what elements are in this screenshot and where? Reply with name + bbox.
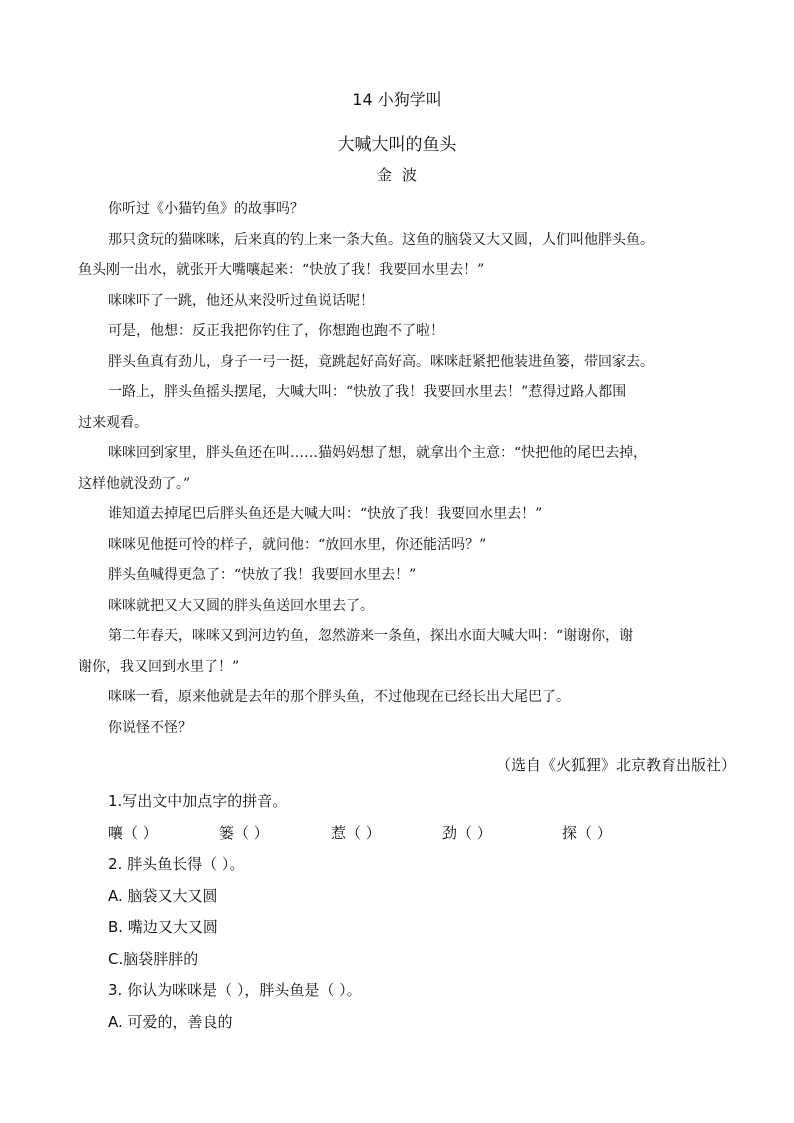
pinyin-answer-row	[108, 818, 728, 850]
quiz-section	[108, 786, 728, 1038]
story-paragraph: 你听过《小猫钓鱼》的故事吗？	[108, 201, 304, 217]
story-paragraph: 咪咪见他挺可怜的样子，就问他：“放回水里，你还能活吗？”	[108, 536, 487, 553]
story-paragraph: 咪咪就把又大又圆的胖头鱼送回水里去了。	[108, 597, 374, 614]
question-3-prompt: 3. 你认为咪咪是（ ），胖头鱼是（ ）。	[108, 981, 362, 999]
lesson-title: 14 小狗学叫	[352, 90, 442, 109]
question-3-option[interactable]: A. 可爱的，善良的	[108, 1012, 233, 1031]
pinyin-blank[interactable]: 嚷（ ）	[108, 823, 158, 842]
story-paragraph: 你说怪不怪？	[108, 719, 192, 736]
pinyin-blank[interactable]: 劲（ ）	[442, 823, 492, 842]
story-paragraph: 谁知道去掉尾巴后胖头鱼还是大喊大叫：“快放了我！我要回水里去！”	[108, 506, 543, 522]
story-line: 一路上，胖头鱼摇头摆尾，大喊大叫：“快放了我！我要回水里去！”惹得过路人都围	[108, 384, 627, 400]
story-paragraph: 咪咪一看，原来他就是去年的那个胖头鱼，不过他现在已经长出大尾巴了。	[108, 689, 570, 705]
source-citation: （选自《火狐狸》北京教育出版社）	[495, 756, 736, 774]
story-line: 鱼头刚一出水，就张开大嘴嚷起来：“快放了我！我要回水里去！”	[78, 262, 485, 278]
story-title: 大喊大叫的鱼头	[337, 135, 457, 155]
question-2-option[interactable]: A. 脑袋又大又圆	[108, 886, 218, 905]
story-line: 那只贪玩的猫咪咪，后来真的钓上来一条大鱼。这鱼的脑袋又大又圆，人们叫他胖头鱼。	[108, 231, 654, 248]
story-paragraph: 咪咪吓了一跳，他还从来没听过鱼说话呢！	[108, 292, 374, 309]
pinyin-blank[interactable]: 探（ ）	[562, 823, 612, 842]
pinyin-blank[interactable]: 惹（ ）	[331, 823, 381, 842]
story-paragraph: 胖头鱼喊得更急了：“快放了我！我要回水里去！”	[108, 567, 417, 583]
story-paragraph	[78, 225, 722, 286]
question-1-prompt: 1.写出文中加点字的拼音。	[108, 792, 288, 810]
story-paragraph	[78, 438, 722, 499]
story-line: 谢你，我又回到水里了！”	[78, 658, 240, 675]
story-paragraph: 可是，他想：反正我把你钓住了，你想跑也跑不了啦！	[108, 323, 444, 339]
story-paragraph: 胖头鱼真有劲儿，身子一弓一挺，竟跳起好高好高。咪咪赶紧把他装进鱼篓，带回家去。	[108, 353, 654, 370]
author-name: 金波	[376, 166, 427, 184]
story-line: 咪咪回到家里，胖头鱼还在叫……猫妈妈想了想，就拿出个主意：“快把他的尾巴去掉，	[108, 445, 648, 461]
story-paragraph	[78, 621, 722, 682]
story-line: 过来观看。	[78, 414, 148, 431]
question-2-option[interactable]: C.脑袋胖胖的	[108, 949, 199, 968]
story-line: 第二年春天，咪咪又到河边钓鱼，忽然游来一条鱼，探出水面大喊大叫：“谢谢你，谢	[108, 628, 634, 644]
story-paragraph	[78, 377, 722, 438]
story-line: 这样他就没劲了。”	[78, 475, 191, 492]
story-body	[78, 194, 722, 743]
pinyin-blank[interactable]: 篓（ ）	[219, 823, 269, 842]
question-2-option[interactable]: B. 嘴边又大又圆	[108, 918, 218, 936]
question-2-prompt: 2. 胖头鱼长得（ ）。	[108, 855, 245, 873]
